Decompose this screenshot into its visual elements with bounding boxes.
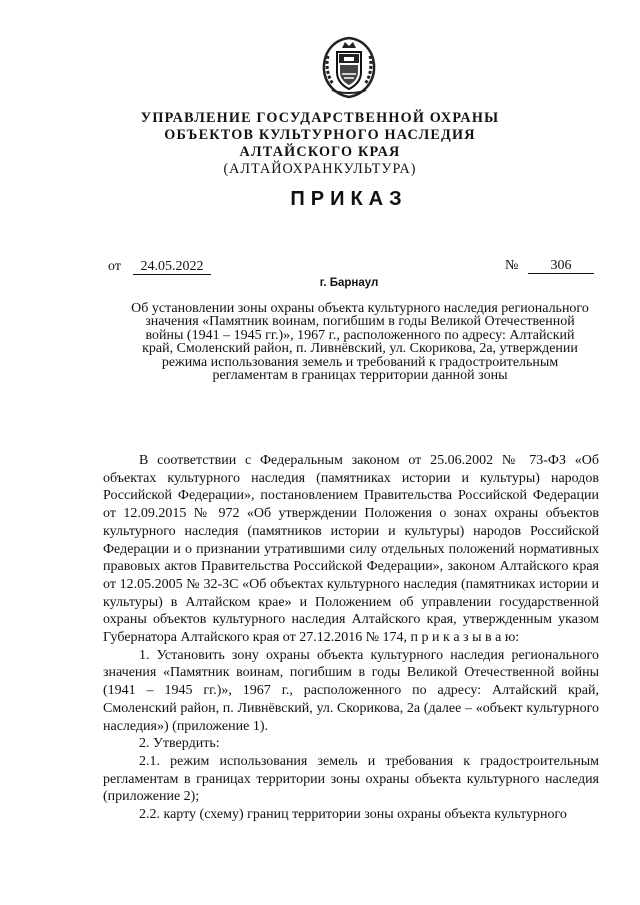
clause-2-2: 2.2. карту (схему) границ территории зоны охраны объекта культурного	[139, 807, 567, 823]
org-name-line-2: ОБЪЕКТОВ КУЛЬТУРНОГО НАСЛЕДИЯ	[164, 127, 476, 143]
document-subject: Об установлении зоны охраны объекта культурного наследия регионального значения «Памятник воинам, погибшим в годы Великой Отечественной войны (1941 – 1945 гг.)», 1967 г., расположенного по адресу: Алтайский край, Смоленский район, п. Ливнёвский, ул. Скорикова, 2а, утверждении режима использования земель и требований к градостроительным регламентам в границах территории данной зоны	[131, 301, 589, 384]
clause-2: 2. Утвердить:	[139, 736, 220, 752]
document-title: ПРИКАЗ	[290, 188, 408, 210]
document-body	[103, 452, 599, 824]
clause-1: 1. Установить зону охраны объекта культурного наследия регионального значения «Памятник воинам, погибшим в годы Великой Отечественной войны (1941 – 1945 гг.)», 1967 г., расположенного по адресу: Алтайский край, Смоленский район, п. Ливнёвский, ул. Скорикова, 2а (далее – «объект культурного наследия») (приложение 1).	[103, 647, 599, 734]
clause-2-1: 2.1. режим использования земель и требования к градостроительным регламентам в границах территории зоны охраны объекта культурного наследия (приложение 2);	[103, 753, 599, 805]
coat-of-arms-icon	[318, 34, 380, 100]
date-label: от	[108, 259, 121, 274]
city: г. Барнаул	[319, 277, 379, 289]
number-label: №	[505, 258, 519, 273]
preamble-paragraph: В соответствии с Федеральным законом от 25.06.2002 № 73-ФЗ «Об объектах культурного наследия (памятниках истории и культуры) народов Российской Федерации», постановлением Правительства Российской Федерации от 12.09.2015 № 972 «Об утверждении Положения о зонах охраны объектов культурного наследия (памятников истории и культуры) народов Российской Федерации и о признании утратившими силу отдельных положений нормативных правовых актов Правительства Российской Федерации», законом Алтайского края от 12.05.2005 № 32-ЗС «Об объектах культурного наследия (памятниках истории и культуры) в Алтайском крае» и Положением об управлении государственной охраны объектов культурного наследия Алтайского края, утвержденным указом Губернатора Алтайского края от 27.12.2016 № 174, п р и к а з ы в а ю:	[103, 453, 599, 646]
org-short-name: (АЛТАЙОХРАНКУЛЬТУРА)	[223, 161, 417, 177]
document-number: 306	[528, 258, 594, 274]
document-date: 24.05.2022	[133, 259, 211, 275]
org-name-line-1: УПРАВЛЕНИЕ ГОСУДАРСТВЕННОЙ ОХРАНЫ	[140, 110, 500, 126]
org-name-line-3: АЛТАЙСКОГО КРАЯ	[239, 144, 401, 160]
